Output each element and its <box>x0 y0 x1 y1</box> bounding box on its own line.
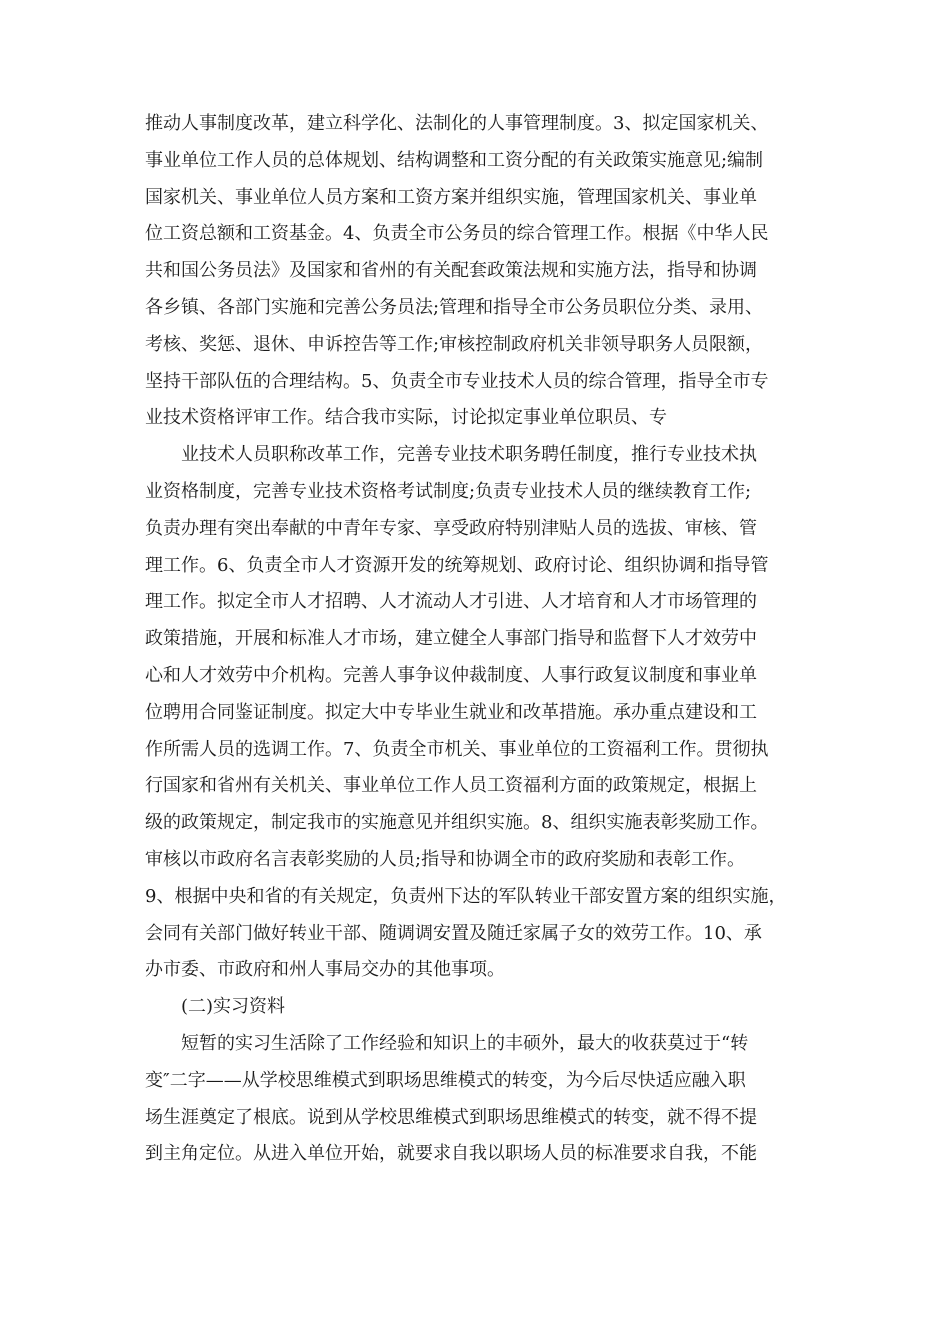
text-line: 变″二字——从学校思维模式到职场思维模式的转变，为今后尽快适应融入职 <box>145 1069 746 1091</box>
text-line: 会同有关部门做好转业干部、随调调安置及随迁家属子女的效劳工作。10、承 <box>145 922 762 944</box>
text-line: 各乡镇、各部门实施和完善公务员法;管理和指导全市公务员职位分类、录用、 <box>145 296 764 318</box>
text-line: 位工资总额和工资基金。4、负责全市公务员的综合管理工作。根据《中华人民 <box>145 223 769 245</box>
text-line: 业技术资格评审工作。结合我市实际，讨论拟定事业单位职员、专 <box>145 407 667 429</box>
text-line: 级的政策规定，制定我市的实施意见并组织实施。8、组织实施表彰奖励工作。 <box>145 812 769 834</box>
text-line: 行国家和省州有关机关、事业单位工作人员工资福利方面的政策规定，根据上 <box>145 775 757 797</box>
text-line: 场生涯奠定了根底。说到从学校思维模式到职场思维模式的转变，就不得不提 <box>145 1106 757 1128</box>
text-line: 到主角定位。从进入单位开始，就要求自我以职场人员的标准要求自我，不能 <box>145 1143 757 1165</box>
text-line: 位聘用合同鉴证制度。拟定大中专毕业生就业和改革措施。承办重点建设和工 <box>145 701 757 723</box>
text-line: 理工作。6、负责全市人才资源开发的统筹规划、政府讨论、组织协调和指导管 <box>145 554 769 576</box>
text-line: 考核、奖惩、退休、申诉控告等工作;审核控制政府机关非领导职务人员限额， <box>145 333 764 355</box>
text-line: 审核以市政府名言表彰奖励的人员;指导和协调全市的政府奖励和表彰工作。 <box>145 848 746 870</box>
text-line: 短暂的实习生活除了工作经验和知识上的丰硕外，最大的收获莫过于“转 <box>181 1032 749 1054</box>
paragraph <box>145 106 815 437</box>
text-line: 理工作。拟定全市人才招聘、人才流动人才引进、人才培育和人才市场管理的 <box>145 591 757 613</box>
text-line: 坚持干部队伍的合理结构。5、负责全市专业技术人员的综合管理，指导全市专 <box>145 370 769 392</box>
text-line: 业资格制度，完善专业技术资格考试制度;负责专业技术人员的继续教育工作; <box>145 480 752 502</box>
text-line: 负责办理有突出奉献的中青年专家、享受政府特别津贴人员的选拔、审核、管 <box>145 517 757 539</box>
paragraph <box>145 437 815 989</box>
text-line: 业技术人员职称改革工作，完善专业技术职务聘任制度，推行专业技术执 <box>181 444 757 466</box>
text-line: 国家机关、事业单位人员方案和工资方案并组织实施，管理国家机关、事业单 <box>145 186 757 208</box>
text-line: 作所需人员的选调工作。7、负责全市机关、事业单位的工资福利工作。贯彻执 <box>145 738 769 760</box>
paragraph <box>145 1026 815 1173</box>
text-line: 共和国公务员法》及国家和省州的有关配套政策法规和实施方法，指导和协调 <box>145 260 757 282</box>
text-line: (二)实习资料 <box>181 996 286 1018</box>
text-line: 推动人事制度改革，建立科学化、法制化的人事管理制度。3、拟定国家机关、 <box>145 113 769 134</box>
document-body <box>145 106 815 1173</box>
text-line: 事业单位工作人员的总体规划、结构调整和工资分配的有关政策实施意见;编制 <box>145 149 764 171</box>
text-line: 9、根据中央和省的有关规定，负责州下达的军队转业干部安置方案的组织实施， <box>145 885 787 907</box>
text-line: 政策措施，开展和标准人才市场，建立健全人事部门指导和监督下人才效劳中 <box>145 628 757 650</box>
text-line: 办市委、市政府和州人事局交办的其他事项。 <box>145 959 505 981</box>
text-line: 心和人才效劳中介机构。完善人事争议仲裁制度、人事行政复议制度和事业单 <box>145 664 757 686</box>
paragraph <box>145 989 815 1026</box>
